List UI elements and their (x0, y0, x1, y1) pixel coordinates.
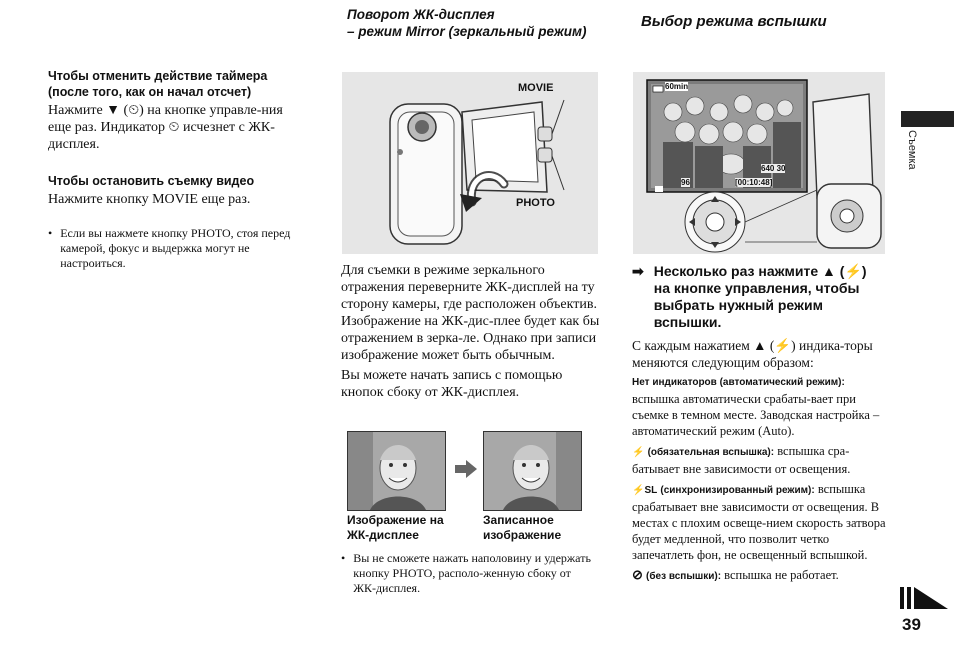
step-text: Несколько раз нажмите ▲ (⚡) на кнопке управления, чтобы выбрать нужный режим вспышки. (653, 263, 867, 330)
slow-sync-label: (синхронизированный режим): (660, 485, 815, 496)
section-tab-marker (901, 111, 954, 127)
flash-modes-text (632, 337, 894, 585)
flash-intro: С каждым нажатием ▲ (⚡) индика-торы меняются следующим образом: (632, 338, 873, 370)
caption-recorded: Записанное изображение (483, 513, 562, 542)
mirror-paragraph-1: Для съемки в режиме зеркального отражения переверните ЖК-дисплей на ту сторону камеры, где расположен объектив. Изображение на ЖК-дис-плее будет как бы отражением в зерка-ле. Однако при записи изображение может быть обычным. (341, 263, 600, 363)
forced-flash-text: вспышка сра-батывает вне зависимости от освещения. (632, 444, 851, 476)
face-mirrored-drawing (348, 432, 445, 510)
col2-note (341, 551, 603, 596)
column-1 (48, 68, 308, 271)
forced-flash-icon: ⚡ (632, 447, 645, 458)
auto-mode-label: Нет индикаторов (автоматический режим): (632, 377, 845, 388)
camera-rotate-illustration (342, 72, 598, 254)
mirror-mode-text (341, 262, 603, 401)
recorded-image-photo (483, 431, 582, 511)
lcd-image-photo (347, 431, 446, 511)
mirror-title-line1: Поворот ЖК-дисплея (347, 7, 495, 22)
stop-video-heading: Чтобы остановить съемку видео (48, 174, 255, 188)
step-instruction (632, 263, 892, 331)
lcd-battery: 60min (665, 82, 689, 91)
caption-lcd: Изображение на ЖК-дисплее (347, 513, 444, 542)
bullet-dot: • (48, 226, 53, 240)
flash-mode-title: Выбор режима вспышки (641, 13, 827, 30)
cancel-timer-heading: Чтобы отменить действие таймера (после того, как он начал отсчет) (48, 69, 268, 99)
flash-camera-drawing (633, 72, 885, 254)
cancel-timer-body: Нажмите ▼ (⏲) на кнопке управле-ния еще раз. Индикатор ⏲ исчезнет с ЖК-дисплея. (48, 103, 283, 152)
lcd-frames: 96 (681, 178, 690, 187)
no-flash-icon: ⊘ (632, 567, 643, 582)
bullet-dot: • (341, 551, 346, 565)
forced-flash-label: (обязательная вспышка): (647, 447, 775, 458)
col1-note (48, 226, 308, 271)
slow-sync-text: вспышка срабатывает вне зависимости от освещения. В местах с плохим освеще-нием скорость затвора будет медленной, что позволит четко запечатлеть фон, не освещенный вспышкой. (632, 482, 886, 562)
mirror-title-line2: – режим Mirror (зеркальный режим) (347, 24, 587, 39)
step-arrow-icon: ➡ (632, 263, 644, 279)
page-number: 39 (902, 615, 921, 634)
mirror-mode-title (347, 6, 637, 40)
no-flash-text: вспышка не работает. (724, 568, 839, 582)
lcd-mode: 640 30 (761, 164, 786, 173)
lcd-counter: [00:10:48] (735, 178, 773, 187)
stop-video-body: Нажмите кнопку MOVIE еще раз. (48, 192, 251, 207)
camera-rotate-drawing (342, 72, 598, 254)
slow-sync-icon: ⚡SL (632, 485, 658, 496)
no-flash-label: (без вспышки): (646, 571, 722, 582)
right-arrow-icon (455, 460, 477, 483)
col1-note-text: Если вы нажмете кнопку PHOTO, стоя перед камерой, фокус и выдержка могут не настроиться. (60, 226, 291, 270)
movie-label: MOVIE (518, 82, 554, 94)
section-tab-label: Съемка (906, 130, 918, 170)
col2-note-text: Вы не сможете нажать наполовину и удержать кнопку PHOTO, располо-женную сбоку от ЖК-дисплея. (353, 551, 591, 595)
continue-arrow-icon (900, 587, 948, 614)
face-normal-drawing (484, 432, 581, 510)
auto-mode-text: вспышка автоматически срабаты-вает при съемке в темном месте. Заводская настройка – автоматический режим (Auto). (632, 392, 880, 438)
photo-label: PHOTO (516, 197, 555, 209)
flash-camera-illustration (633, 72, 885, 254)
mirror-paragraph-2: Вы можете начать запись с помощью кнопок сбоку от ЖК-дисплея. (341, 368, 563, 400)
